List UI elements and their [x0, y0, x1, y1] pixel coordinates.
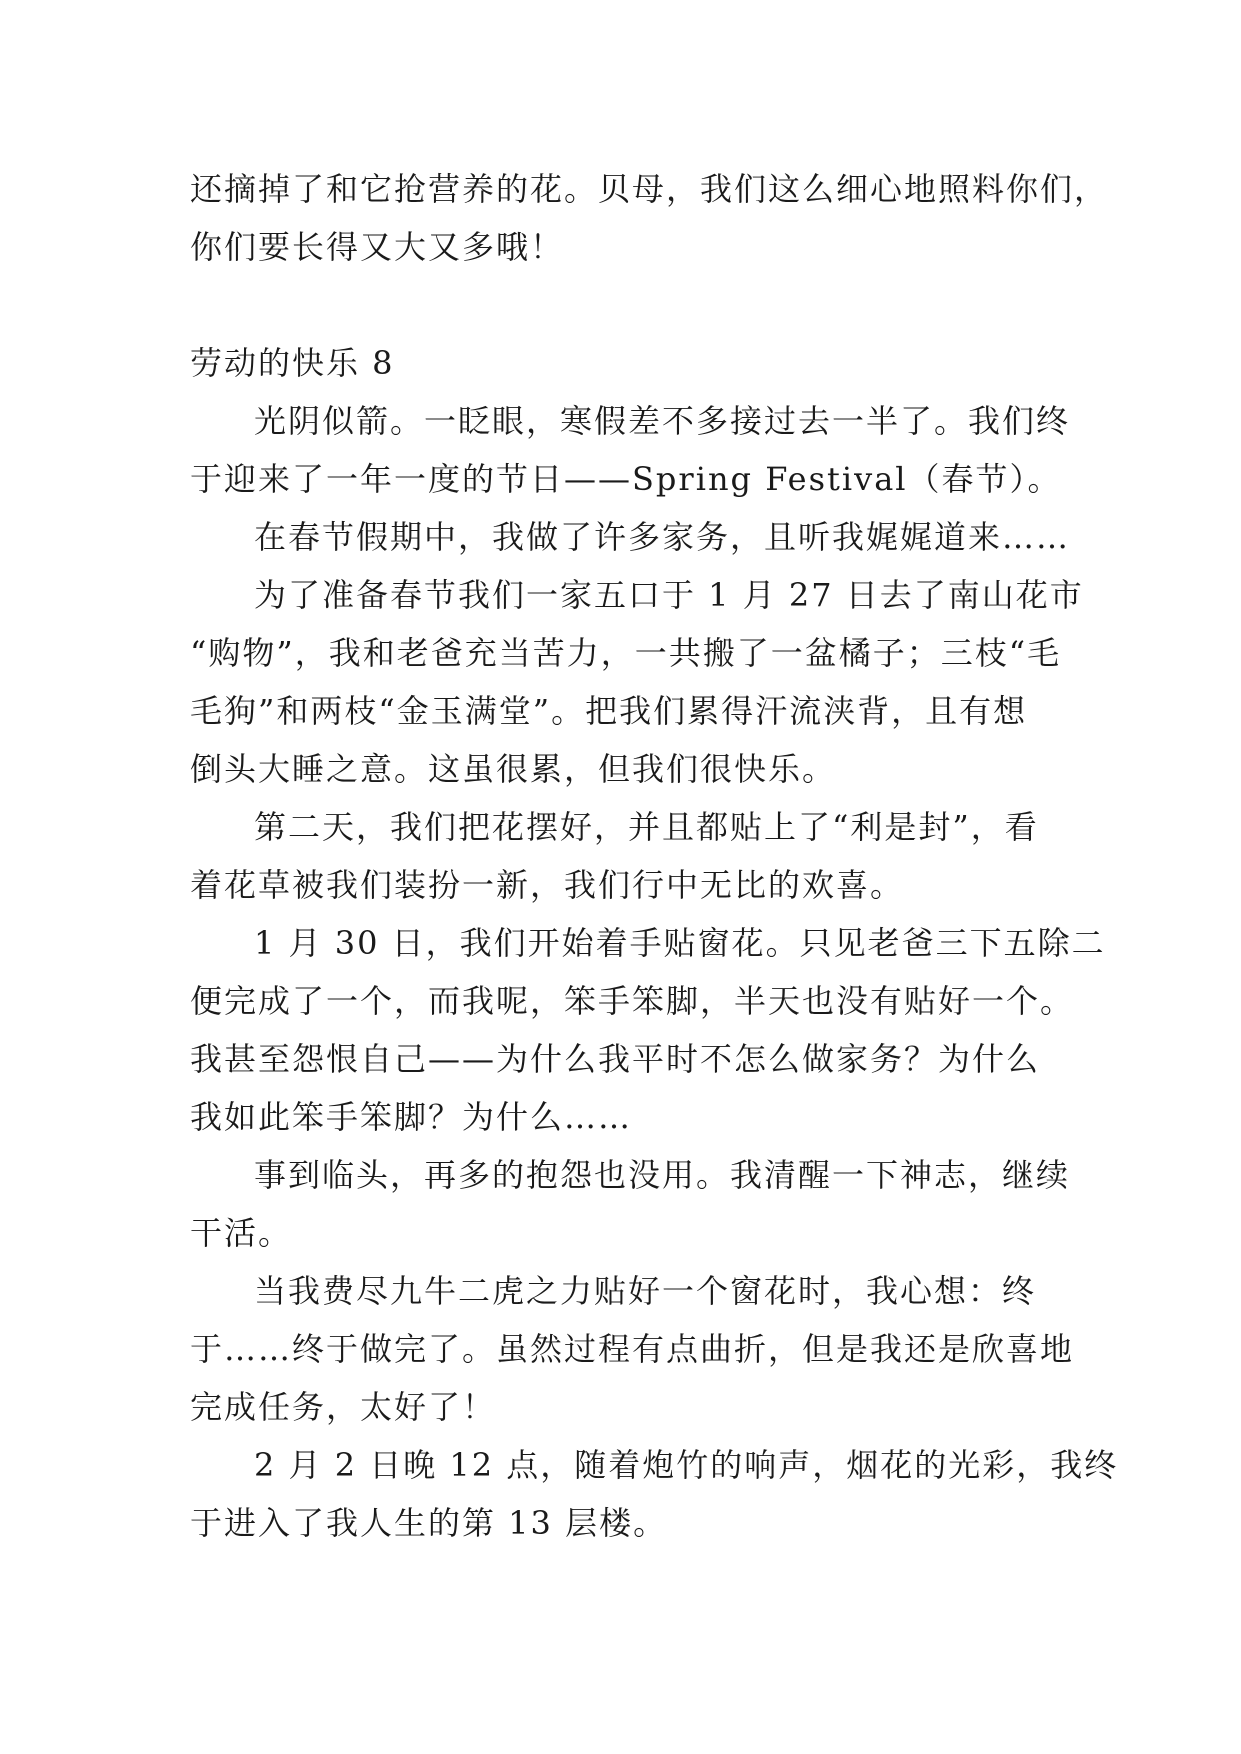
text-line: 1 月 30 日，我们开始着手贴窗花。只见老爸三下五除二: [254, 924, 1106, 962]
text-line: 当我费尽九牛二虎之力贴好一个窗花时，我心想：终: [254, 1272, 1037, 1310]
text-line: 我甚至怨恨自己——为什么我平时不怎么做家务？为什么: [190, 1040, 1041, 1078]
text-line: “购物”，我和老爸充当苦力，一共搬了一盆橘子；三枝“毛: [190, 634, 1062, 672]
text-line: 事到临头，再多的抱怨也没用。我清醒一下神志，继续: [254, 1156, 1071, 1194]
text-line: 倒头大睡之意。这虽很累，但我们很快乐。: [190, 750, 837, 788]
text-line: 着花草被我们装扮一新，我们行中无比的欢喜。: [190, 866, 905, 904]
text-line: 完成任务，太好了！: [190, 1388, 497, 1426]
text-line: 你们要长得又大又多哦！: [190, 228, 565, 266]
text-line: 第二天，我们把花摆好，并且都贴上了“利是封”，看: [254, 808, 1039, 846]
text-line: 干活。: [190, 1214, 293, 1252]
text-line: 还摘掉了和它抢营养的花。贝母，我们这么细心地照料你们，: [190, 170, 1109, 208]
text-line: 于进入了我人生的第 13 层楼。: [190, 1504, 668, 1542]
text-line: 于迎来了一年一度的节日——Spring Festival（春节）。: [190, 460, 1062, 498]
paragraph-gap: [190, 276, 1070, 334]
text-line: 毛狗”和两枝“金玉满堂”。把我们累得汗流浃背，且有想: [190, 692, 1028, 730]
document-body: [190, 160, 1119, 1552]
section-title: 劳动的快乐 8: [190, 344, 395, 382]
text-line: 为了准备春节我们一家五口于 1 月 27 日去了南山花市: [254, 576, 1084, 614]
text-line: 光阴似箭。一眨眼，寒假差不多接过去一半了。我们终: [254, 402, 1071, 440]
text-line: 于……终于做完了。虽然过程有点曲折，但是我还是欣喜地: [190, 1330, 1075, 1368]
text-line: 我如此笨手笨脚？为什么……: [190, 1098, 633, 1136]
text-line: 便完成了一个，而我呢，笨手笨脚，半天也没有贴好一个。: [190, 982, 1075, 1020]
text-line: 2 月 2 日晚 12 点，随着炮竹的响声，烟花的光彩，我终: [254, 1446, 1119, 1484]
text-line: 在春节假期中，我做了许多家务，且听我娓娓道来……: [254, 518, 1071, 556]
